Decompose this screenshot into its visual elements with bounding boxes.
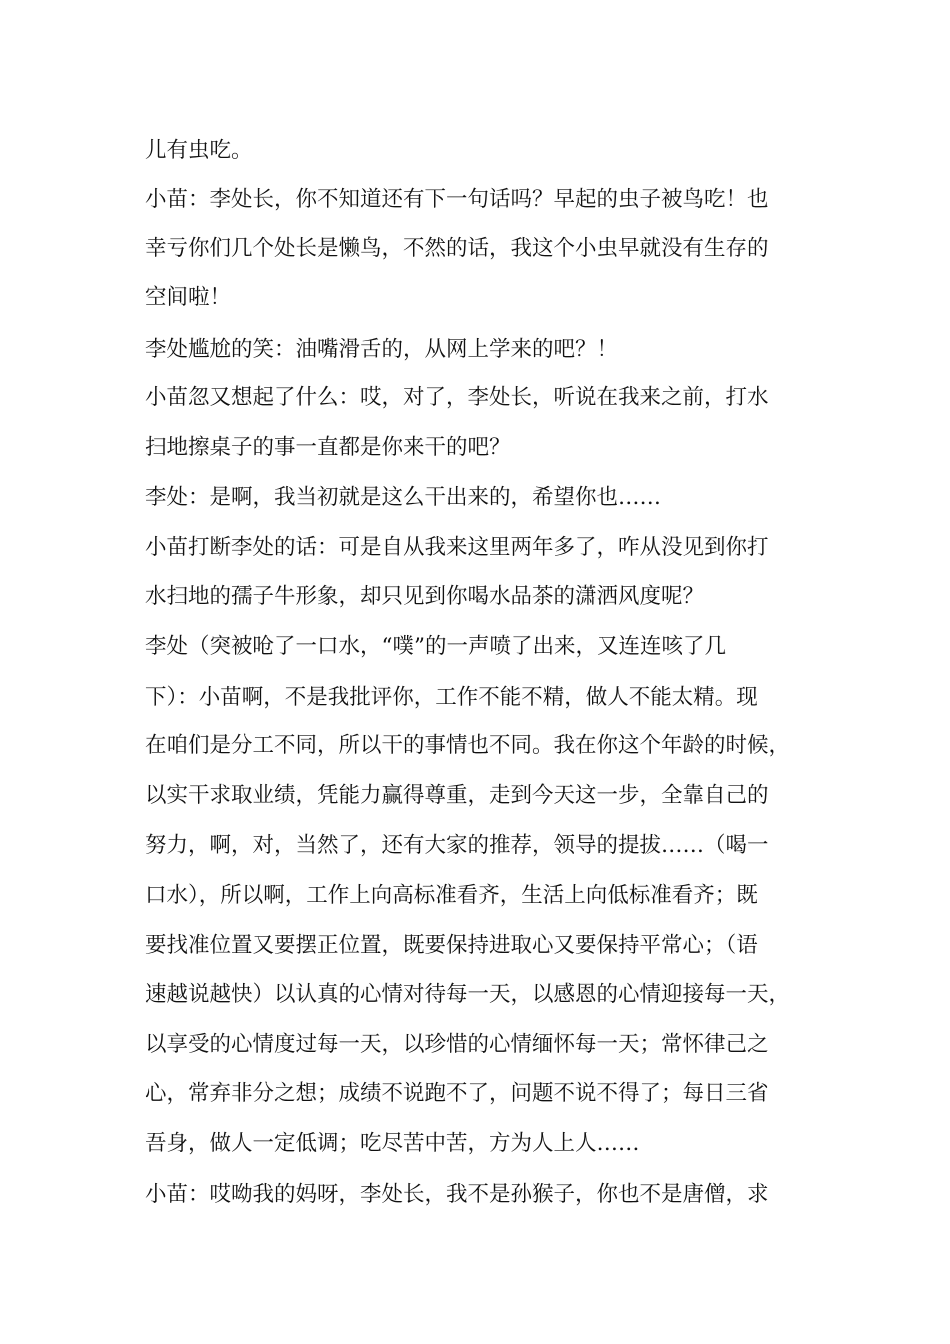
text-line: 努力，啊，对，当然了，还有大家的推荐，领导的提拔……（喝一 xyxy=(145,833,769,858)
text-line: 在咱们是分工不同，所以干的事情也不同。我在你这个年龄的时候， xyxy=(145,733,791,758)
text-line: 幸亏你们几个处长是懒鸟，不然的话，我这个小虫早就没有生存的 xyxy=(145,236,769,261)
text-line: 心，常弃非分之想；成绩不说跑不了，问题不说不得了；每日三省 xyxy=(145,1081,769,1106)
text-line: 小苗：李处长，你不知道还有下一句话吗？早起的虫子被鸟吃！也 xyxy=(145,187,769,212)
text-line: 空间啦！ xyxy=(145,285,232,310)
text-line: 儿有虫吃。 xyxy=(145,138,253,163)
text-line: 李处尴尬的笑：油嘴滑舌的，从网上学来的吧？！ xyxy=(145,337,619,362)
text-line: 吾身，做人一定低调；吃尽苦中苦，方为人上人…… xyxy=(145,1131,640,1156)
text-line: 小苗忽又想起了什么：哎，对了，李处长，听说在我来之前，打水 xyxy=(145,385,769,410)
text-line: 小苗打断李处的话：可是自从我来这里两年多了，咋从没见到你打 xyxy=(145,535,769,560)
text-line: 小苗：哎呦我的妈呀，李处长，我不是孙猴子，你也不是唐僧，求 xyxy=(145,1182,769,1207)
text-line: 李处：是啊，我当初就是这么干出来的，希望你也…… xyxy=(145,485,662,510)
text-line: 要找准位置又要摆正位置，既要保持进取心又要保持平常心；（语 xyxy=(145,933,758,958)
text-line: 速越说越快）以认真的心情对待每一天，以感恩的心情迎接每一天， xyxy=(145,982,791,1007)
text-line: 水扫地的孺子牛形象，却只见到你喝水品茶的潇洒风度呢？ xyxy=(145,584,705,609)
text-line: 下）：小苗啊，不是我批评你，工作不能不精，做人不能太精。现 xyxy=(145,685,758,710)
text-line: 李处（突被呛了一口水，“噗”的一声喷了出来，又连连咳了几 xyxy=(145,634,726,659)
text-line: 以实干求取业绩，凭能力赢得尊重，走到今天这一步，全靠自己的 xyxy=(145,783,769,808)
text-line: 口水），所以啊，工作上向高标准看齐，生活上向低标准看齐；既 xyxy=(145,883,758,908)
text-line: 扫地擦桌子的事一直都是你来干的吧？ xyxy=(145,435,511,460)
text-line: 以享受的心情度过每一天，以珍惜的心情缅怀每一天；常怀律己之 xyxy=(145,1032,769,1057)
